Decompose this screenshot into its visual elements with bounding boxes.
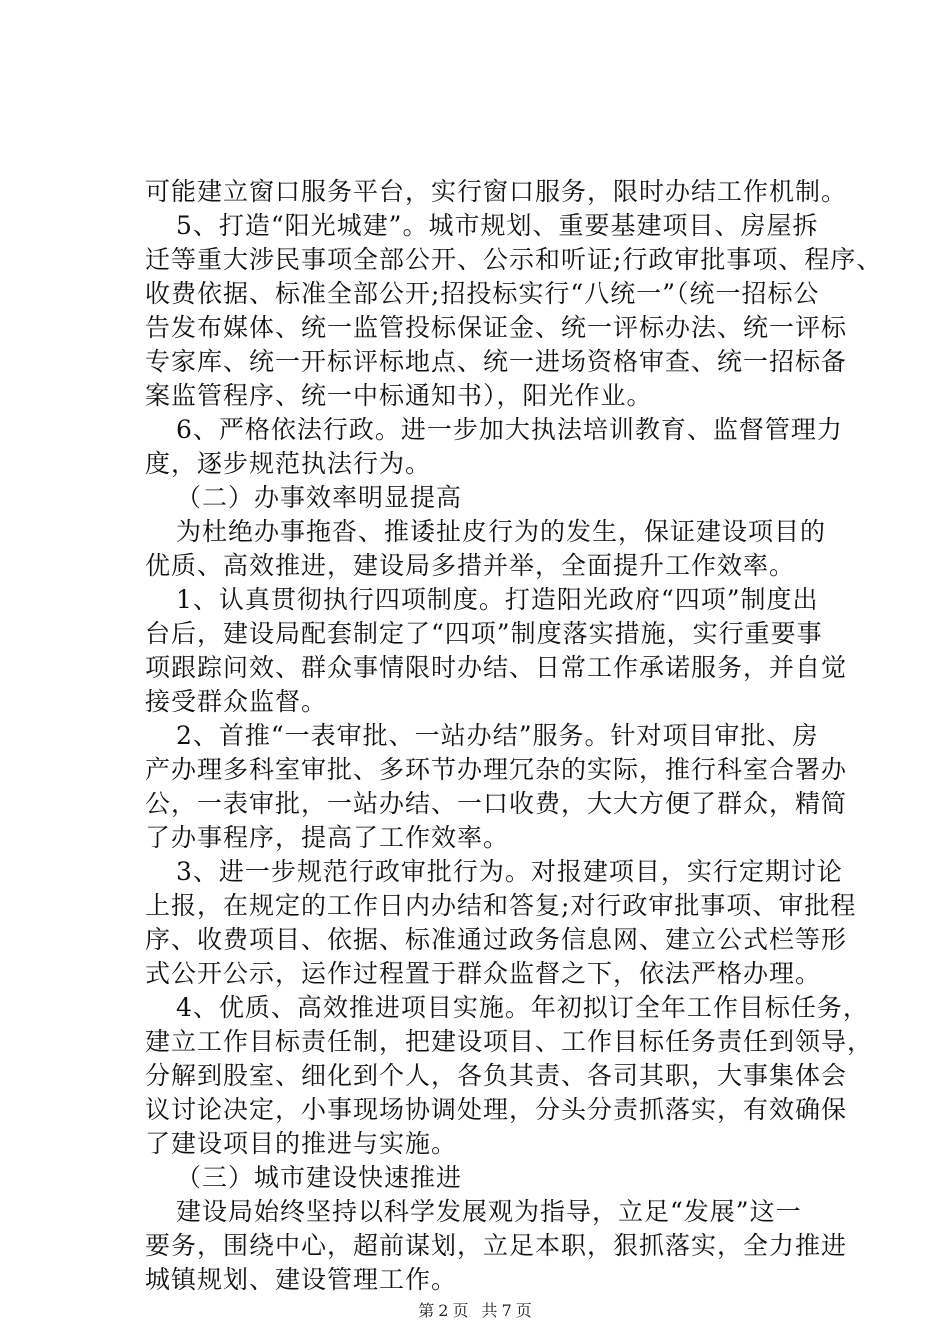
text-line: 接受群众监督。 xyxy=(145,687,328,716)
paragraph-heading-line: 3、进一步规范行政审批行为。对报建项目，实行定期讨论 xyxy=(176,857,843,886)
paragraph-heading-line: 1、认真贯彻执行四项制度。打造阳光政府“四项”制度出 xyxy=(176,585,819,614)
page-footer xyxy=(0,1300,950,1322)
page-prefix: 第 xyxy=(418,1301,435,1320)
paragraph-heading-line: 为杜绝办事拖沓、推诿扯皮行为的发生，保证建设项目的 xyxy=(176,517,827,546)
section-heading: （三）城市建设快速推进 xyxy=(176,1163,463,1192)
text-line: 项跟踪问效、群众事情限时办结、日常工作承诺服务，并自觉 xyxy=(145,653,848,682)
section-heading: （二）办事效率明显提高 xyxy=(176,483,463,512)
text-line: 迁等重大涉民事项全部公开、公示和听证;行政审批事项、程序、 xyxy=(145,245,883,274)
text-line: 要务，围绕中心，超前谋划，立足本职，狠抓落实，全力推进 xyxy=(145,1231,848,1260)
text-line: 案监管程序、统一中标通知书），阳光作业。 xyxy=(145,381,653,410)
text-line: 议讨论决定，小事现场协调处理，分头分责抓落实，有效确保 xyxy=(145,1095,848,1124)
text-line: 收费依据、标准全部公开;招投标实行“八统一”（统一招标公 xyxy=(145,279,820,308)
total-prefix: 共 xyxy=(481,1301,498,1320)
page-number: 2 xyxy=(438,1301,449,1320)
total-pages: 7 xyxy=(501,1301,512,1320)
text-line: 度，逐步规范执法行为。 xyxy=(145,449,432,478)
paragraph-heading-line: 建设局始终坚持以科学发展观为指导，立足“发展”这一 xyxy=(176,1197,802,1226)
text-line: 城镇规划、建设管理工作。 xyxy=(145,1265,458,1294)
paragraph-heading-line: 6、严格依法行政。进一步加大执法培训教育、监督管理力 xyxy=(176,415,843,444)
page-suffix: 页 xyxy=(452,1301,469,1320)
text-line: 建立工作目标责任制，把建设项目、工作目标任务责任到领导， xyxy=(145,1027,874,1056)
text-line: 产办理多科室审批、多环节办理冗杂的实际，推行科室合署办 xyxy=(145,755,848,784)
text-line: 序、收费项目、依据、标准通过政务信息网、建立公式栏等形 xyxy=(145,925,848,954)
text-line: 式公开公示，运作过程置于群众监督之下，依法严格办理。 xyxy=(145,959,822,988)
text-line: 可能建立窗口服务平台，实行窗口服务，限时办结工作机制。 xyxy=(145,177,848,206)
total-pages-label xyxy=(480,1301,534,1320)
text-line: 分解到股室、细化到个人，各负其责、各司其职，大事集体会 xyxy=(145,1061,848,1090)
total-suffix: 页 xyxy=(515,1301,532,1320)
page-number-label xyxy=(416,1301,470,1320)
text-line: 公，一表审批，一站办结、一口收费，大大方便了群众，精简 xyxy=(145,789,848,818)
text-line: 台后，建设局配套制定了“四项”制度落实措施，实行重要事 xyxy=(145,619,823,648)
text-line: 上报，在规定的工作日内办结和答复;对行政审批事项、审批程 xyxy=(145,891,857,920)
paragraph-heading-line: 2、首推“一表审批、一站办结”服务。针对项目审批、房 xyxy=(176,721,819,750)
text-line: 告发布媒体、统一监管投标保证金、统一评标办法、统一评标 xyxy=(145,313,848,342)
text-line: 优质、高效推进，建设局多措并举，全面提升工作效率。 xyxy=(145,551,796,580)
text-line: 了建设项目的推进与实施。 xyxy=(145,1129,458,1158)
paragraph-heading-line: 4、优质、高效推进项目实施。年初拟订全年工作目标任务， xyxy=(176,993,869,1022)
text-line: 了办事程序，提高了工作效率。 xyxy=(145,823,510,852)
paragraph-heading-line: 5、打造“阳光城建”。城市规划、重要基建项目、房屋拆 xyxy=(176,211,819,240)
text-line: 专家库、统一开标评标地点、统一进场资格审查、统一招标备 xyxy=(145,347,848,376)
